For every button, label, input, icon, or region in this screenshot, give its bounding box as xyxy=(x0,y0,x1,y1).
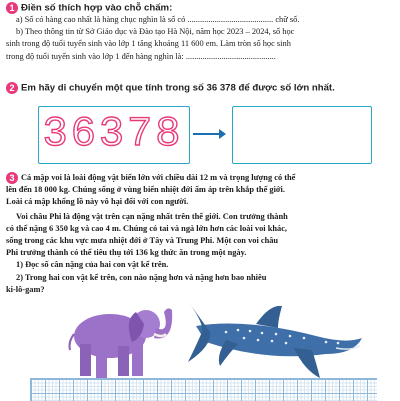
answer-grid[interactable] xyxy=(30,378,377,401)
q1-part-b-line3: trong độ tuổi tuyển sinh vào lớp 1 đến hàng nghìn là: ........................................... xyxy=(6,51,276,61)
q3-paragraph-1: 3 Cá mập voi là loài động vật biển lớn với chiều dài 12 m và trọng lượng có thể lên đến 18 000 kg. Chúng sống ở vùng biển nhiệt đới ấm áp trên khắp thế giới. Loài cá mập khổng lồ này vô hại đối với con người. xyxy=(6,173,296,207)
question-2 xyxy=(6,82,394,94)
question-number-badge: 3 xyxy=(6,172,18,184)
question-3 xyxy=(6,172,394,296)
q3-subquestion-2-cont: ki-lô-gam? xyxy=(6,284,45,294)
q3-paragraph-2: Voi châu Phi là động vật trên cạn nặng nhất trên thế giới. Con trưởng thành có thể nặng 6 350 kg và cao 4 m. Chúng có tai và ngà lớn hơn các loài voi khác, sống trong các khu vực mưa nhiệt đới ở Tây và Trung Phi. Một con voi châu Phi trưởng thành có thể tiêu thụ tới 136 kg thức ăn trong một ngày. xyxy=(6,211,288,258)
matchstick-number: 36378 xyxy=(42,110,184,158)
q3-subquestion-1: 1) Đọc số cân nặng của hai con vật kể trên. xyxy=(16,260,169,270)
question-number-badge: 2 xyxy=(6,82,18,94)
arrowhead-icon xyxy=(219,129,226,139)
whale-shark-illustration xyxy=(186,296,370,382)
q1-part-b-line2: sinh trong độ tuổi tuyển sinh vào lớp 1 tăng khoảng 11 600 em. Làm tròn số học sinh xyxy=(6,39,291,49)
question-1 xyxy=(6,2,394,63)
q1-part-a: a) Số có hàng cao nhất là hàng chục nghìn là số có ......................................... chữ số. xyxy=(16,15,300,24)
q3-subquestion-2: 2) Trong hai con vật kể trên, con nào nặng hơn và nặng hơn bao nhiêu xyxy=(16,272,267,282)
arrow-right-icon xyxy=(193,133,221,135)
question-number-badge: 1 xyxy=(6,2,18,14)
q1-part-b-line1: b) Theo thông tin từ Sở Giáo dục và Đào tạo Hà Nội, năm học 2023 – 2024, số học xyxy=(16,27,295,37)
answer-box[interactable] xyxy=(232,106,372,164)
question-1-title: 1 Điền số thích hợp vào chỗ chấm: xyxy=(6,2,394,14)
elephant-illustration xyxy=(58,298,176,380)
question-2-title: 2 Em hãy di chuyển một que tính trong số 36 378 để được số lớn nhất. xyxy=(6,82,394,94)
